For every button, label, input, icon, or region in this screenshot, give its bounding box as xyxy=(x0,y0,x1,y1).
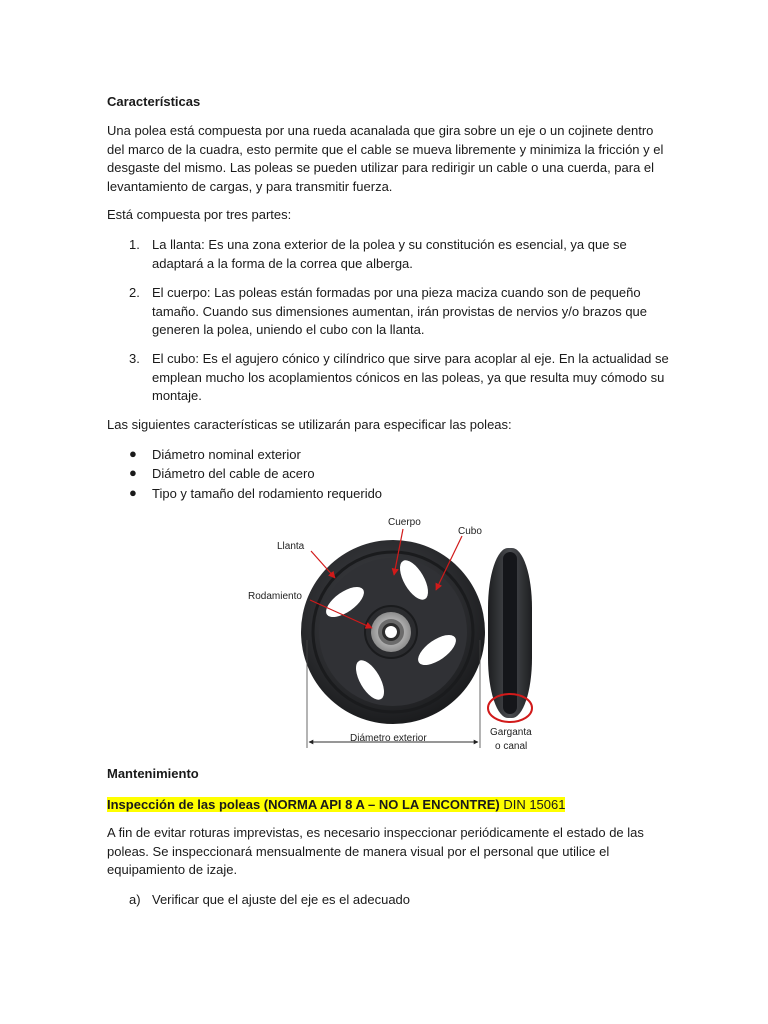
bullet-icon: ● xyxy=(129,446,137,461)
spec-text: Diámetro del cable de acero xyxy=(152,466,315,481)
inspection-norm: DIN 15061 xyxy=(499,797,566,812)
label-garganta: Garganta xyxy=(490,727,532,738)
label-rodamiento: Rodamiento xyxy=(248,591,302,602)
spec-text: Diámetro nominal exterior xyxy=(152,447,301,462)
list-letter: a) xyxy=(129,892,141,907)
list-text: La llanta: Es una zona exterior de la polea y su constitución es esencial, ya que se adaptará a la forma de la correa que alberga. xyxy=(152,237,627,271)
pulley-side-view xyxy=(488,548,532,722)
check-item-a xyxy=(129,891,669,910)
bullet-icon: ● xyxy=(129,485,137,500)
label-llanta: Llanta xyxy=(277,541,305,552)
label-canal: o canal xyxy=(495,741,528,752)
list-number: 3. xyxy=(129,351,140,366)
parts-intro: Está compuesta por tres partes: xyxy=(107,207,292,222)
bullet-icon: ● xyxy=(129,465,137,480)
list-number: 1. xyxy=(129,237,140,252)
label-diametro: Diámetro exterior xyxy=(350,733,427,744)
list-text: El cubo: Es el agujero cónico y cilíndrico que sirve para acoplar al eje. En la actualidad se emplean mucho los acoplamientos cónicos en las poleas, ya que resulta muy cómodo su montaje. xyxy=(152,351,669,403)
spec-text: Tipo y tamaño del rodamiento requerido xyxy=(152,486,383,501)
label-cuerpo: Cuerpo xyxy=(388,517,421,528)
specs-intro: Las siguientes características se utilizarán para especificar las poleas: xyxy=(107,417,512,432)
inspection-highlight: Inspección de las poleas (NORMA API 8 A – NO LA ENCONTRE) xyxy=(107,797,500,812)
list-text: El cuerpo: Las poleas están formadas por una pieza maciza cuando son de pequeño tamaño. Cuando sus dimensiones aumentan, irán provistas de nervios y/o brazos que generen la polea, uniendo el cubo con la llanta. xyxy=(152,285,648,337)
list-number: 2. xyxy=(129,285,140,300)
section-title-mantenimiento: Mantenimiento xyxy=(107,766,199,781)
intro-paragraph: Una polea está compuesta por una rueda acanalada que gira sobre un eje o un cojinete dentro del marco de la cuadra, esto permite que el cable se mueva libremente y minimiza la fricción y el desgaste del mismo. Las poleas se pueden utilizar para redirigir un cable o una cuerda, para el levantamiento de cargas, y para transmitir fuerza. xyxy=(107,123,664,194)
section-title-caracteristicas: Características xyxy=(107,94,201,109)
pulley-front-view xyxy=(301,540,485,724)
inspection-heading xyxy=(107,796,667,815)
list-text: Verificar que el ajuste del eje es el adecuado xyxy=(152,892,411,907)
label-cubo: Cubo xyxy=(458,526,482,537)
inspection-paragraph: A fin de evitar roturas imprevistas, es necesario inspeccionar periódicamente el estado de las poleas. Se inspeccionará mensualmente de manera visual por el personal que utilice el equipamiento de izaje. xyxy=(107,825,644,877)
